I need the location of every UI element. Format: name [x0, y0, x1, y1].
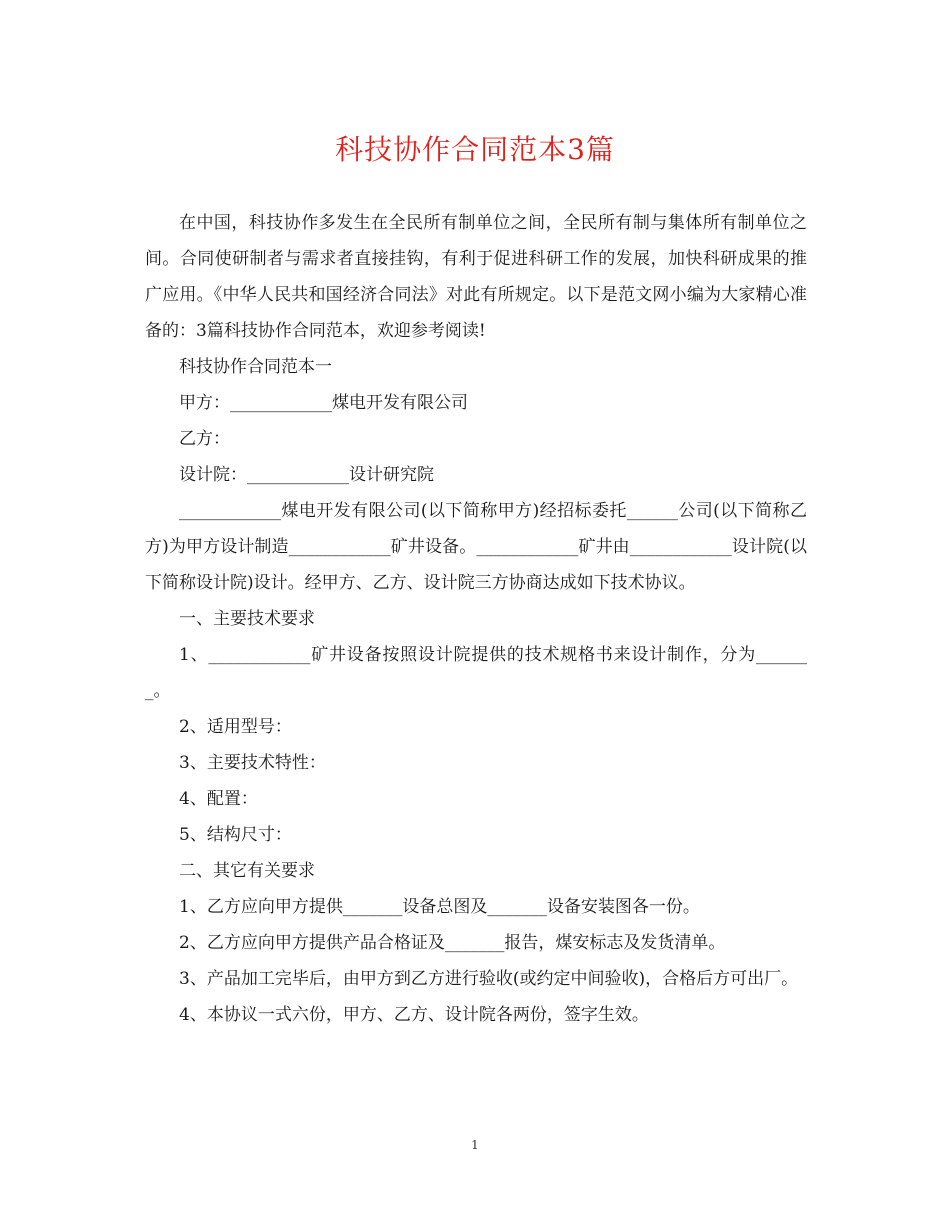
section-heading-other-requirements: 二、其它有关要求	[179, 861, 315, 881]
section-heading-contract-one: 科技协作合同范本一	[179, 357, 332, 377]
section-heading-main-requirements: 一、主要技术要求	[179, 609, 315, 629]
clause-2-1: 1、乙方应向甲方提供_______设备总图及_______设备安装图各一份。	[179, 897, 700, 917]
intro-paragraph: 在中国，科技协作多发生在全民所有制单位之间，全民所有制与集体所有制单位之间。合同使研制者与需求者直接挂钩，有利于促进科研工作的发展，加快科研成果的推广应用。《中华人民共和国经济合同法》对此有所规定。以下是范文网小编为大家精心准备的：3篇科技协作合同范本，欢迎参考阅读!	[145, 213, 807, 341]
agreement-paragraph: ____________煤电开发有限公司(以下简称甲方)经招标委托______公司(以下简称乙方)为甲方设计制造____________矿井设备。____________矿井由____________设计院(以下简称设计院)设计。经甲方、乙方、设计院三方协商达成如下技术协议。	[145, 501, 807, 593]
clause-1-2: 2、适用型号：	[179, 717, 292, 737]
party-b-line: 乙方：	[179, 429, 230, 449]
clause-1-3: 3、主要技术特性：	[179, 753, 326, 773]
clause-1-4: 4、配置：	[179, 789, 258, 809]
clause-2-4: 4、本协议一式六份，甲方、乙方、设计院各两份，签字生效。	[179, 1005, 649, 1025]
page-number: 1	[471, 1138, 479, 1152]
document-title: 科技协作合同范本3篇	[335, 133, 615, 166]
party-a-line: 甲方：____________煤电开发有限公司	[179, 393, 468, 413]
clause-1-1: 1、____________矿井设备按照设计院提供的技术规格书来设计制作，分为_______。	[145, 645, 807, 701]
clause-1-5: 5、结构尺寸：	[179, 825, 292, 845]
clause-2-2: 2、乙方应向甲方提供产品合格证及_______报告，煤安标志及发货清单。	[179, 933, 726, 953]
clause-2-3: 3、产品加工完毕后，由甲方到乙方进行验收(或约定中间验收)，合格后方可出厂。	[179, 969, 799, 989]
document-body	[145, 205, 807, 1033]
design-institute-line: 设计院：____________设计研究院	[179, 465, 434, 485]
